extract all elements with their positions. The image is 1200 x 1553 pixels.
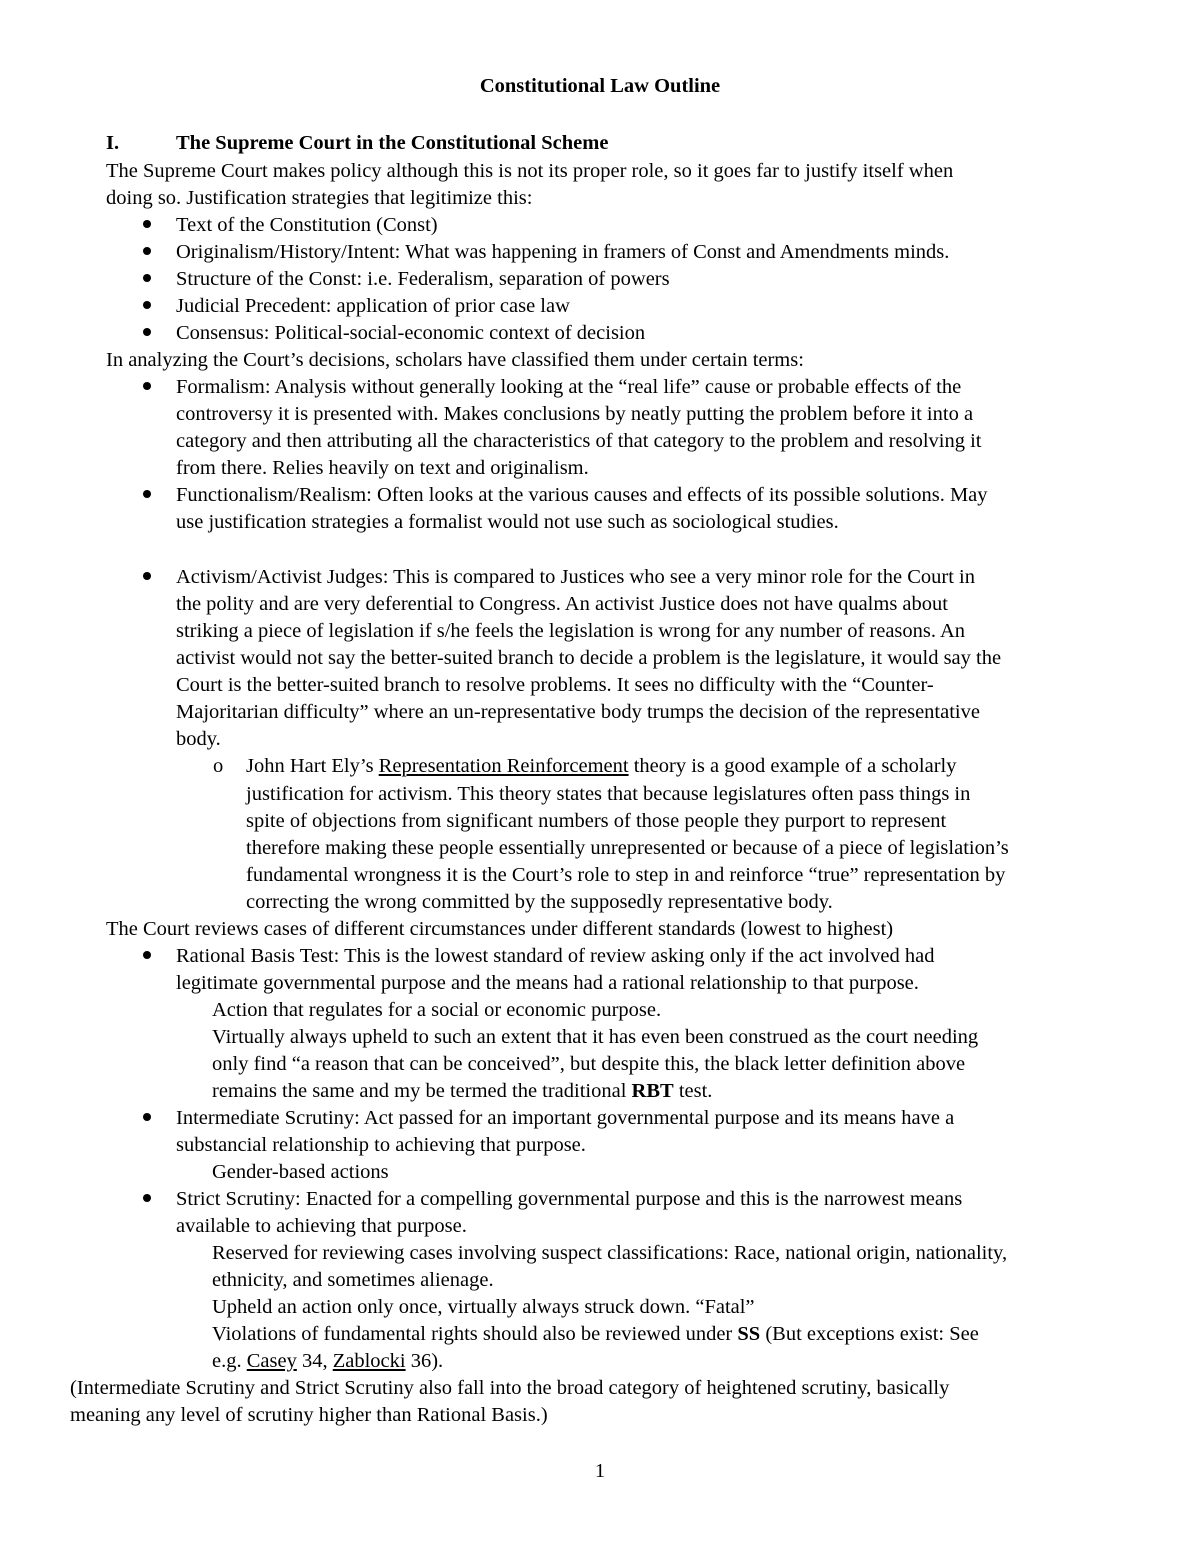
intro-line: doing so. Justification strategies that legitimize this: — [106, 187, 533, 209]
list-item: the polity and are very deferential to Congress. An activist Justice does not have qualms about — [176, 593, 948, 615]
list-item: Activism/Activist Judges: This is compared to Justices who see a very minor role for the Court in — [176, 566, 975, 588]
sub-list-item: fundamental wrongness it is the Court’s role to step in and reinforce “true” representation by — [246, 864, 1006, 886]
sub-note: Reserved for reviewing cases involving suspect classifications: Race, national origin, nationality, — [212, 1242, 1008, 1264]
bullet-icon — [143, 382, 151, 390]
list-item: Court is the better-suited branch to resolve problems. It sees no difficulty with the “Counter- — [176, 674, 934, 696]
list-item: use justification strategies a formalist would not use such as sociological studies. — [176, 511, 839, 533]
list-item: striking a piece of legislation if s/he feels the legislation is wrong for any number of reasons. An — [176, 620, 966, 642]
bullet-icon — [143, 572, 151, 580]
bullet-icon — [143, 951, 151, 959]
sub-note — [212, 1078, 712, 1105]
list-item: Majoritarian difficulty” where an un-representative body trumps the decision of the representative — [176, 701, 980, 723]
list-item: Structure of the Const: i.e. Federalism, separation of powers — [176, 268, 670, 290]
closing-line: meaning any level of scrutiny higher than Rational Basis.) — [70, 1404, 548, 1426]
paragraph-line: The Court reviews cases of different circumstances under different standards (lowest to highest) — [106, 918, 894, 940]
bullet-icon — [143, 247, 151, 255]
sub-bullet-marker: o — [213, 755, 224, 777]
list-item: Strict Scrutiny: Enacted for a compelling governmental purpose and this is the narrowest means — [176, 1188, 963, 1210]
list-item: available to achieving that purpose. — [176, 1215, 467, 1237]
bullet-icon — [143, 1113, 151, 1121]
sub-note: only find “a reason that can be conceived”, but despite this, the black letter definition above — [212, 1053, 966, 1075]
list-item: Consensus: Political-social-economic context of decision — [176, 322, 646, 344]
bullet-icon — [143, 220, 151, 228]
case-zablocki: Zablocki — [332, 1350, 406, 1372]
section-heading: The Supreme Court in the Constitutional Scheme — [176, 132, 609, 154]
sub-note: Action that regulates for a social or economic purpose. — [212, 999, 662, 1021]
sub-list-item: therefore making these people essentially unrepresented or because of a piece of legislation’s — [246, 837, 1009, 859]
sub-note: ethnicity, and sometimes alienage. — [212, 1269, 494, 1291]
sub-note — [212, 1321, 979, 1348]
list-item: body. — [176, 728, 221, 750]
intro-line: The Supreme Court makes policy although this is not its proper role, so it goes far to justify itself when — [106, 160, 954, 182]
list-item: Text of the Constitution (Const) — [176, 214, 438, 236]
list-item: category and then attributing all the characteristics of that category to the problem and resolving it — [176, 430, 982, 452]
case-zablocki-page: 36). — [405, 1350, 444, 1372]
ely-pre: John Hart Ely’s — [246, 755, 379, 777]
sub-list-item — [246, 753, 956, 780]
rbt-post: test. — [673, 1080, 713, 1102]
closing-line: (Intermediate Scrutiny and Strict Scrutiny also fall into the broad category of heightened scrutiny, basically — [70, 1377, 950, 1399]
sub-list-item: correcting the wrong committed by the supposedly representative body. — [246, 891, 833, 913]
theory-name: Representation Reinforcement — [378, 755, 629, 777]
ss-abbrev: SS — [737, 1323, 761, 1345]
sub-list-item: spite of objections from significant numbers of those people they purport to represent — [246, 810, 947, 832]
document-title: Constitutional Law Outline — [479, 75, 721, 97]
bullet-icon — [143, 1194, 151, 1202]
sub-note: Virtually always upheld to such an extent that it has even been construed as the court needing — [212, 1026, 979, 1048]
case-casey-page: 34, — [296, 1350, 333, 1372]
list-item: from there. Relies heavily on text and originalism. — [176, 457, 589, 479]
bullet-icon — [143, 490, 151, 498]
ss-post: (But exceptions exist: See — [760, 1323, 979, 1345]
list-item: controversy it is presented with. Makes conclusions by neatly putting the problem before it into a — [176, 403, 974, 425]
list-item: Judicial Precedent: application of prior case law — [176, 295, 570, 317]
list-item: Functionalism/Realism: Often looks at the various causes and effects of its possible solutions. May — [176, 484, 988, 506]
list-item: substancial relationship to achieving that purpose. — [176, 1134, 586, 1156]
sub-note: Upheld an action only once, virtually always struck down. “Fatal” — [212, 1296, 755, 1318]
bullet-icon — [143, 328, 151, 336]
bullet-icon — [143, 301, 151, 309]
paragraph-line: In analyzing the Court’s decisions, scholars have classified them under certain terms: — [106, 349, 804, 371]
list-item: activist would not say the better-suited branch to decide a problem is the legislature, it would say the — [176, 647, 1002, 669]
case-casey: Casey — [246, 1350, 297, 1372]
ely-post: theory is a good example of a scholarly — [628, 755, 957, 777]
ss-pre: Violations of fundamental rights should also be reviewed under — [212, 1323, 738, 1345]
list-item: Intermediate Scrutiny: Act passed for an important governmental purpose and its means have a — [176, 1107, 955, 1129]
sub-note: Gender-based actions — [212, 1161, 389, 1183]
rbt-abbrev: RBT — [631, 1080, 674, 1102]
sub-list-item: justification for activism. This theory states that because legislatures often pass things in — [246, 783, 971, 805]
list-item: Formalism: Analysis without generally looking at the “real life” cause or probable effects of the — [176, 376, 962, 398]
section-number: I. — [106, 132, 120, 154]
page-number: 1 — [594, 1460, 606, 1482]
sub-note — [212, 1348, 443, 1375]
rbt-pre: remains the same and my be termed the traditional — [212, 1080, 632, 1102]
eg-text: e.g. — [212, 1350, 247, 1372]
list-item: Rational Basis Test: This is the lowest standard of review asking only if the act involved had — [176, 945, 935, 967]
list-item: legitimate governmental purpose and the means had a rational relationship to that purpose. — [176, 972, 919, 994]
list-item: Originalism/History/Intent: What was happening in framers of Const and Amendments minds. — [176, 241, 950, 263]
bullet-icon — [143, 274, 151, 282]
